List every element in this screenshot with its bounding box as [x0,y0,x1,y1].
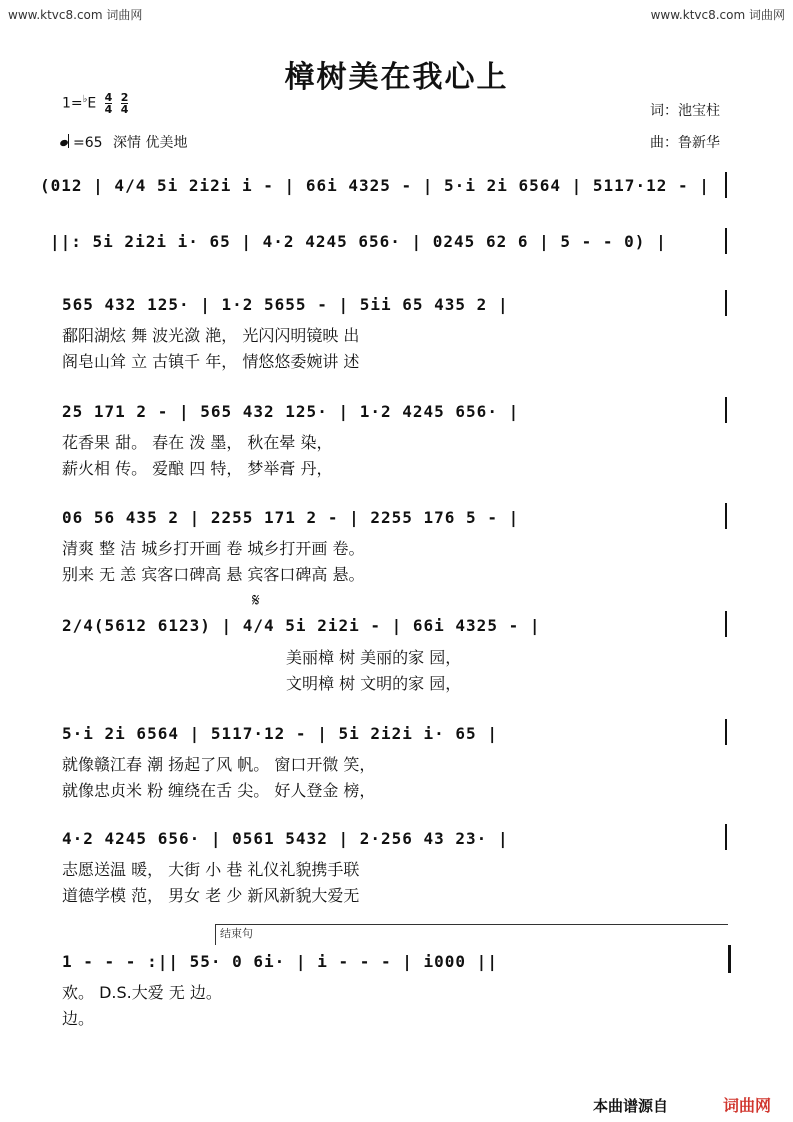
footer-logo[interactable]: 词曲网 [722,1096,771,1115]
lyrics-row-4-verse-2: 薪火相 传。 爱酿 四 特， 梦举膏 丹， [62,459,333,478]
lyrics-row-8-verse-1: 志愿送温 暖， 大街 小 巷 礼仪礼貌携手联 [62,860,360,879]
key-prefix: 1= [62,95,83,112]
key-letter: E [87,95,97,112]
lyrics-row-5-verse-2: 别来 无 恙 宾客口碑高 悬 宾客口碑高 悬。 [62,565,365,584]
lyricist-credit: 词：池宝柱 [650,103,720,119]
watermark-left: www.ktvc8.com 词曲网 [8,8,143,22]
watermark-right: www.ktvc8.com 词曲网 [650,8,785,22]
lyrics-row-3-verse-1: 鄱阳湖炫 舞 波光潋 滟， 光闪闪明镜映 出 [62,326,360,345]
time-signature-1: $\frac{4}{4}$ [104,91,113,116]
lyrics-row-6-verse-2: 文明樟 树 文明的家 园， [286,674,462,693]
composer-credit: 曲：鲁新华 [650,135,720,151]
score-row-6: 2/4(5612 6123) | 4/4 5i 2i2i - | 66i 4325 - | [62,616,541,635]
lyrics-row-8-verse-2: 道德学模 范， 男女 老 少 新风新貌大爱无 [62,886,360,905]
flat-symbol: ♭ [82,93,88,105]
lyrics-row-7-verse-1: 就像赣江春 潮 扬起了风 帆。 窗口开微 笑， [62,755,376,774]
lyrics-row-3-verse-2: 阁皂山耸 立 古镇千 年， 情悠悠委婉讲 述 [62,352,360,371]
score-row-2: ||: 5i 2i2i i· 65 | 4·2 4245 656· | 0245 62 6 | 5 - - 0) | [50,232,667,251]
ending-bracket [215,924,728,945]
score-row-3: 565 432 125· | 1·2 5655 - | 5ii 65 435 2 | [62,295,509,314]
time-signature-2: $\frac{2}{4}$ [120,91,129,116]
score-row-5: 06 56 435 2 | 2255 171 2 - | 2255 176 5 - | [62,508,520,527]
lyrics-row-9-verse-2: 边。 [62,1009,95,1028]
tempo-value: =65 [73,135,103,151]
lyrics-row-9-verse-1: 欢。 D.S.大爱 无 边。 [62,983,222,1002]
tempo-marking [60,132,187,152]
score-row-8: 4·2 4245 656· | 0561 5432 | 2·256 43 23· | [62,829,509,848]
score-row-4: 25 171 2 - | 565 432 125· | 1·2 4245 656· | [62,402,520,421]
lyrics-row-7-verse-2: 就像忠贞米 粉 缠绕在舌 尖。 好人登金 榜， [62,781,376,800]
key-signature [62,92,128,115]
lyrics-row-4-verse-1: 花香果 甜。 春在 泼 墨， 秋在晕 染， [62,433,333,452]
segno-symbol: 𝄋 [252,590,260,611]
lyrics-row-5-verse-1: 清爽 整 洁 城乡打开画 卷 城乡打开画 卷。 [62,539,365,558]
page-title: 樟树美在我心上 [284,60,509,95]
score-row-7: 5·i 2i 6564 | 5117·12 - | 5i 2i2i i· 65 | [62,724,498,743]
score-row-9: 1 - - - :|| 55· 0 6i· | i - - - | i000 || [62,952,498,971]
lyrics-row-6-verse-1: 美丽樟 树 美丽的家 园， [286,648,462,667]
score-row-1: (012 | 4/4 5i 2i2i i - | 66i 4325 - | 5·i 2i 6564 | 5117·12 - | [40,176,710,195]
ending-label: 结束句 [220,927,253,940]
tempo-expression: 深情 优美地 [113,135,188,151]
footer-source-text: 本曲谱源自 [592,1097,668,1115]
